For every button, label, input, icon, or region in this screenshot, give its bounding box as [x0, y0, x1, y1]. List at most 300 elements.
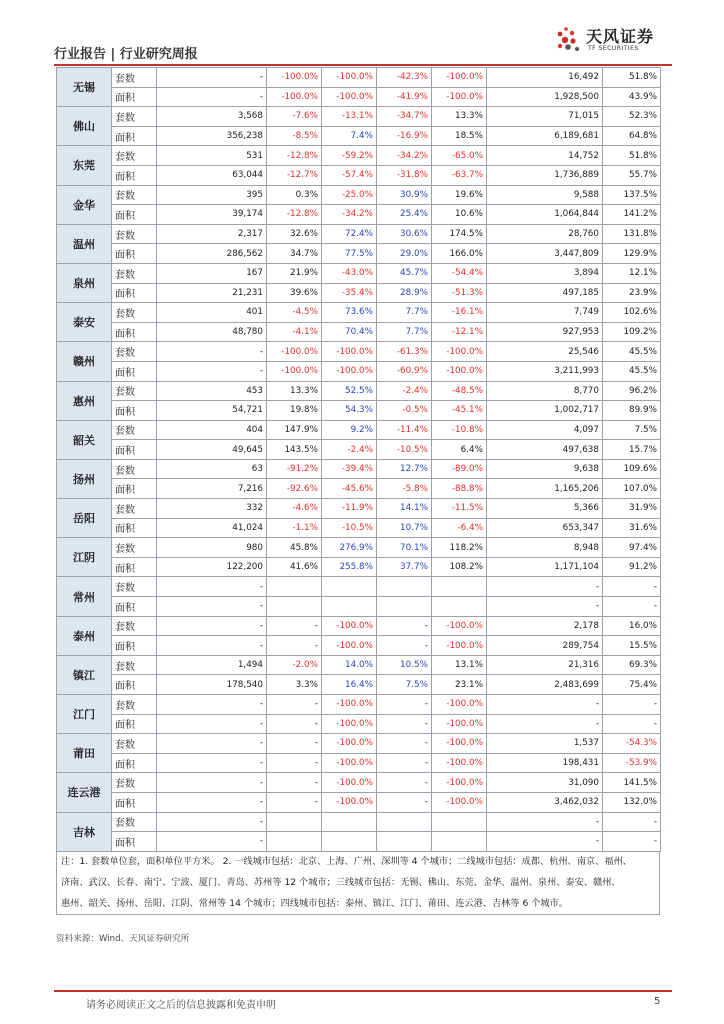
- cell-total: -: [487, 832, 603, 852]
- cell-c3: 25.4%: [377, 205, 432, 225]
- cell-c4: 108.2%: [432, 557, 487, 577]
- cell-value: -: [157, 792, 267, 812]
- cell-c2: 77.5%: [322, 244, 377, 264]
- table-row: [57, 107, 661, 127]
- metric-label-cell: 面积: [112, 244, 157, 264]
- metric-label-cell: 套数: [112, 224, 157, 244]
- metric-label-cell: 面积: [112, 636, 157, 656]
- cell-c2: 54.3%: [322, 401, 377, 421]
- metric-label-cell: 套数: [112, 616, 157, 636]
- cell-value: 356,238: [157, 126, 267, 146]
- cell-c1: 143.5%: [267, 440, 322, 460]
- cell-c4: -11.5%: [432, 499, 487, 519]
- cell-value: 531: [157, 146, 267, 166]
- cell-value: 54,721: [157, 401, 267, 421]
- cell-last: 97.4%: [603, 538, 661, 558]
- cell-total: 1,064,844: [487, 205, 603, 225]
- cell-c4: -100.0%: [432, 87, 487, 107]
- cell-total: 25,546: [487, 342, 603, 362]
- cell-total: 289,754: [487, 636, 603, 656]
- city-name-cell: 泉州: [57, 263, 112, 302]
- cell-total: -: [487, 812, 603, 832]
- table-row: [57, 205, 661, 225]
- table-row: [57, 459, 661, 479]
- table-row: [57, 636, 661, 656]
- cell-total: 653,347: [487, 518, 603, 538]
- metric-label-cell: 面积: [112, 675, 157, 695]
- cell-c3: -: [377, 773, 432, 793]
- cell-last: 55.7%: [603, 165, 661, 185]
- cell-total: 9,588: [487, 185, 603, 205]
- cell-c3: -: [377, 616, 432, 636]
- city-name-cell: 泰州: [57, 616, 112, 655]
- cell-c4: -100.0%: [432, 753, 487, 773]
- cell-c3: -: [377, 792, 432, 812]
- cell-c3: -: [377, 714, 432, 734]
- cell-total: 28,760: [487, 224, 603, 244]
- metric-label-cell: 面积: [112, 557, 157, 577]
- cell-c2: -100.0%: [322, 753, 377, 773]
- cell-c3: 30.6%: [377, 224, 432, 244]
- cell-total: 1,537: [487, 734, 603, 754]
- cell-c1: 147.9%: [267, 420, 322, 440]
- cell-last: 45.5%: [603, 361, 661, 381]
- metric-label-cell: 面积: [112, 205, 157, 225]
- cell-c2: -34.2%: [322, 205, 377, 225]
- cell-last: -: [603, 812, 661, 832]
- cell-total: 497,185: [487, 283, 603, 303]
- cell-last: 45.5%: [603, 342, 661, 362]
- cell-c3: 10.5%: [377, 655, 432, 675]
- cell-c3: 7.7%: [377, 303, 432, 323]
- logo-mark-icon: [552, 24, 584, 56]
- cell-last: 89.9%: [603, 401, 661, 421]
- metric-label-cell: 面积: [112, 597, 157, 617]
- cell-total: 4,097: [487, 420, 603, 440]
- cell-last: -: [603, 832, 661, 852]
- cell-c2: -25.0%: [322, 185, 377, 205]
- cell-c3: -: [377, 636, 432, 656]
- cell-c4: -88.8%: [432, 479, 487, 499]
- cell-total: 8,770: [487, 381, 603, 401]
- cell-c1: 13.3%: [267, 381, 322, 401]
- cell-total: 9,638: [487, 459, 603, 479]
- metric-label-cell: 面积: [112, 126, 157, 146]
- cell-c4: 166.0%: [432, 244, 487, 264]
- cell-c1: 32.6%: [267, 224, 322, 244]
- metric-label-cell: 套数: [112, 342, 157, 362]
- cell-c3: [377, 577, 432, 597]
- table-row: [57, 440, 661, 460]
- cell-value: 167: [157, 263, 267, 283]
- cell-c1: -4.5%: [267, 303, 322, 323]
- cell-last: 43.9%: [603, 87, 661, 107]
- cell-c1: [267, 577, 322, 597]
- cell-c4: -100.0%: [432, 695, 487, 715]
- cell-c3: -41.9%: [377, 87, 432, 107]
- cell-last: 15.5%: [603, 636, 661, 656]
- cell-last: -: [603, 695, 661, 715]
- cell-total: 3,894: [487, 263, 603, 283]
- table-row: [57, 322, 661, 342]
- city-name-cell: 赣州: [57, 342, 112, 381]
- cell-c1: -100.0%: [267, 68, 322, 88]
- cell-c1: [267, 832, 322, 852]
- metric-label-cell: 面积: [112, 283, 157, 303]
- cell-last: 107.0%: [603, 479, 661, 499]
- cell-c1: -100.0%: [267, 342, 322, 362]
- cell-c2: -100.0%: [322, 695, 377, 715]
- table-row: [57, 499, 661, 519]
- cell-c3: -10.5%: [377, 440, 432, 460]
- table-row: [57, 812, 661, 832]
- table-row: [57, 518, 661, 538]
- cell-last: 109.6%: [603, 459, 661, 479]
- cell-c4: 10.6%: [432, 205, 487, 225]
- metric-label-cell: 套数: [112, 734, 157, 754]
- cell-c2: 276.9%: [322, 538, 377, 558]
- cell-last: 109.2%: [603, 322, 661, 342]
- cell-c4: 13.1%: [432, 655, 487, 675]
- cell-total: 5,366: [487, 499, 603, 519]
- cell-c4: -45.1%: [432, 401, 487, 421]
- cell-last: 31.9%: [603, 499, 661, 519]
- cell-c3: 10.7%: [377, 518, 432, 538]
- metric-label-cell: 套数: [112, 303, 157, 323]
- city-name-cell: 金华: [57, 185, 112, 224]
- logo-text-en: TF SECURITIES: [588, 45, 639, 52]
- cell-last: 69.3%: [603, 655, 661, 675]
- cell-total: 1,736,889: [487, 165, 603, 185]
- cell-total: 6,189,681: [487, 126, 603, 146]
- metric-label-cell: 面积: [112, 87, 157, 107]
- cell-last: -: [603, 714, 661, 734]
- metric-label-cell: 套数: [112, 381, 157, 401]
- footnote-line-3: 惠州、韶关、扬州、岳阳、江阴、常州等 14 个城市；四线城市包括：泰州、镇江、江门、莆田、连云港、吉林等 6 个城市。: [61, 898, 568, 909]
- cell-c4: 174.5%: [432, 224, 487, 244]
- metric-label-cell: 套数: [112, 655, 157, 675]
- cell-total: 14,752: [487, 146, 603, 166]
- table-row: [57, 773, 661, 793]
- cell-c2: -39.4%: [322, 459, 377, 479]
- cell-last: -: [603, 597, 661, 617]
- table-row: [57, 577, 661, 597]
- cell-total: 2,178: [487, 616, 603, 636]
- metric-label-cell: 面积: [112, 714, 157, 734]
- cell-value: -: [157, 361, 267, 381]
- cell-c3: 28.9%: [377, 283, 432, 303]
- table-row: [57, 263, 661, 283]
- cell-c4: -100.0%: [432, 342, 487, 362]
- metric-label-cell: 面积: [112, 753, 157, 773]
- cell-c3: -0.5%: [377, 401, 432, 421]
- cell-c4: -100.0%: [432, 714, 487, 734]
- metric-label-cell: 套数: [112, 146, 157, 166]
- cell-c2: -2.4%: [322, 440, 377, 460]
- cell-value: -: [157, 753, 267, 773]
- table-row: [57, 597, 661, 617]
- cell-c2: -100.0%: [322, 68, 377, 88]
- metric-label-cell: 面积: [112, 165, 157, 185]
- cell-total: 3,447,809: [487, 244, 603, 264]
- city-name-cell: 惠州: [57, 381, 112, 420]
- cell-c4: -100.0%: [432, 734, 487, 754]
- cell-c3: [377, 832, 432, 852]
- cell-value: -: [157, 734, 267, 754]
- cell-value: -: [157, 636, 267, 656]
- cell-c1: [267, 812, 322, 832]
- city-name-cell: 无锡: [57, 68, 112, 107]
- table-row: [57, 401, 661, 421]
- table-row: [57, 714, 661, 734]
- cell-c4: -89.0%: [432, 459, 487, 479]
- cell-c3: -5.8%: [377, 479, 432, 499]
- cell-c1: -: [267, 636, 322, 656]
- cell-total: 8,948: [487, 538, 603, 558]
- cell-c1: -: [267, 734, 322, 754]
- metric-label-cell: 面积: [112, 832, 157, 852]
- cell-total: -: [487, 577, 603, 597]
- cell-last: 64.8%: [603, 126, 661, 146]
- cell-c1: -91.2%: [267, 459, 322, 479]
- cell-c4: -12.1%: [432, 322, 487, 342]
- cell-c1: -100.0%: [267, 361, 322, 381]
- cell-total: 927,953: [487, 322, 603, 342]
- cell-c3: -2.4%: [377, 381, 432, 401]
- metric-label-cell: 套数: [112, 695, 157, 715]
- cell-value: 49,645: [157, 440, 267, 460]
- cell-last: 131.8%: [603, 224, 661, 244]
- metric-label-cell: 套数: [112, 499, 157, 519]
- cell-c1: -12.8%: [267, 205, 322, 225]
- cell-value: 21,231: [157, 283, 267, 303]
- cell-last: -54.3%: [603, 734, 661, 754]
- cell-c3: 7.5%: [377, 675, 432, 695]
- cell-c2: -100.0%: [322, 636, 377, 656]
- cell-c2: 73.6%: [322, 303, 377, 323]
- cell-last: 16.0%: [603, 616, 661, 636]
- cell-total: -: [487, 597, 603, 617]
- cell-value: 453: [157, 381, 267, 401]
- cell-c2: [322, 597, 377, 617]
- cell-c3: [377, 597, 432, 617]
- cell-last: 15.7%: [603, 440, 661, 460]
- table-row: [57, 68, 661, 88]
- table-row: [57, 126, 661, 146]
- city-name-cell: 温州: [57, 224, 112, 263]
- metric-label-cell: 套数: [112, 773, 157, 793]
- cell-c4: -63.7%: [432, 165, 487, 185]
- footer-divider: [54, 990, 672, 992]
- cell-c4: -16.1%: [432, 303, 487, 323]
- cell-value: 41,024: [157, 518, 267, 538]
- table-row: [57, 675, 661, 695]
- cell-c4: 118.2%: [432, 538, 487, 558]
- metric-label-cell: 面积: [112, 401, 157, 421]
- city-name-cell: 连云港: [57, 773, 112, 812]
- cell-last: -: [603, 577, 661, 597]
- metric-label-cell: 套数: [112, 459, 157, 479]
- cell-c4: [432, 597, 487, 617]
- disclaimer-text: 请务必阅读正文之后的信息披露和免责申明: [86, 1000, 276, 1011]
- table-row: [57, 381, 661, 401]
- table-row: [57, 146, 661, 166]
- cell-total: 31,090: [487, 773, 603, 793]
- logo-text-cn: 天风证券: [586, 27, 655, 46]
- cell-c4: -6.4%: [432, 518, 487, 538]
- cell-value: 48,780: [157, 322, 267, 342]
- cell-c2: -35.4%: [322, 283, 377, 303]
- cell-value: 63,044: [157, 165, 267, 185]
- city-name-cell: 韶关: [57, 420, 112, 459]
- cell-value: 395: [157, 185, 267, 205]
- cell-value: 3,568: [157, 107, 267, 127]
- table-row: [57, 224, 661, 244]
- cell-c1: [267, 597, 322, 617]
- table-row: [57, 792, 661, 812]
- cell-c2: 16.4%: [322, 675, 377, 695]
- cell-value: 1,494: [157, 655, 267, 675]
- cell-c1: -: [267, 695, 322, 715]
- cell-c2: [322, 577, 377, 597]
- metric-label-cell: 面积: [112, 361, 157, 381]
- cell-c4: 19.6%: [432, 185, 487, 205]
- city-name-cell: 东莞: [57, 146, 112, 185]
- footnote-line-1: 注：1. 套数单位套，面积单位平方米。 2. 一线城市包括：北京、上海、广州、深圳等 4 个城市；二线城市包括：成都、杭州、南京、福州、: [61, 856, 632, 867]
- metric-label-cell: 套数: [112, 812, 157, 832]
- cell-c1: 41.6%: [267, 557, 322, 577]
- metric-label-cell: 套数: [112, 263, 157, 283]
- table-row: [57, 244, 661, 264]
- cell-c3: [377, 812, 432, 832]
- metric-label-cell: 套数: [112, 538, 157, 558]
- cell-c3: -: [377, 695, 432, 715]
- cell-c2: [322, 832, 377, 852]
- cell-c4: -100.0%: [432, 636, 487, 656]
- table-row: [57, 753, 661, 773]
- cell-last: 23.9%: [603, 283, 661, 303]
- cell-c3: 70.1%: [377, 538, 432, 558]
- cell-last: 52.3%: [603, 107, 661, 127]
- city-name-cell: 莆田: [57, 734, 112, 773]
- cell-c4: -100.0%: [432, 773, 487, 793]
- cell-total: 198,431: [487, 753, 603, 773]
- cell-value: 401: [157, 303, 267, 323]
- cell-value: -: [157, 342, 267, 362]
- table-row: [57, 361, 661, 381]
- cell-c2: 255.8%: [322, 557, 377, 577]
- cell-value: -: [157, 87, 267, 107]
- cell-total: 3,211,993: [487, 361, 603, 381]
- city-name-cell: 岳阳: [57, 499, 112, 538]
- page-number: 5: [654, 996, 661, 1007]
- cell-total: 1,171,104: [487, 557, 603, 577]
- cell-c4: -65.0%: [432, 146, 487, 166]
- cell-value: 178,540: [157, 675, 267, 695]
- city-name-cell: 常州: [57, 577, 112, 616]
- cell-value: 286,562: [157, 244, 267, 264]
- cell-c3: -61.3%: [377, 342, 432, 362]
- cell-value: 2,317: [157, 224, 267, 244]
- cell-total: 497,638: [487, 440, 603, 460]
- cell-c1: -: [267, 792, 322, 812]
- company-logo: [552, 22, 672, 60]
- cell-total: 1,002,717: [487, 401, 603, 421]
- table-footnote: [56, 851, 660, 915]
- cell-c1: 3.3%: [267, 675, 322, 695]
- cell-c4: -100.0%: [432, 616, 487, 636]
- cell-last: -53.9%: [603, 753, 661, 773]
- cell-c2: -100.0%: [322, 773, 377, 793]
- cell-c4: -100.0%: [432, 792, 487, 812]
- table-row: [57, 342, 661, 362]
- cell-c3: 14.1%: [377, 499, 432, 519]
- cell-total: 21,316: [487, 655, 603, 675]
- city-name-cell: 扬州: [57, 459, 112, 498]
- cell-c1: -12.7%: [267, 165, 322, 185]
- cell-last: 75.4%: [603, 675, 661, 695]
- cell-c3: 12.7%: [377, 459, 432, 479]
- cell-value: 7,216: [157, 479, 267, 499]
- table-row: [57, 695, 661, 715]
- cell-total: 3,462,032: [487, 792, 603, 812]
- cell-last: 132.0%: [603, 792, 661, 812]
- cell-total: -: [487, 695, 603, 715]
- cell-total: 71,015: [487, 107, 603, 127]
- cell-c3: -16.9%: [377, 126, 432, 146]
- cell-value: -: [157, 695, 267, 715]
- cell-last: 91.2%: [603, 557, 661, 577]
- cell-last: 137.5%: [603, 185, 661, 205]
- cell-last: 12.1%: [603, 263, 661, 283]
- cell-c3: -: [377, 753, 432, 773]
- metric-label-cell: 面积: [112, 479, 157, 499]
- cell-last: 141.2%: [603, 205, 661, 225]
- metric-label-cell: 面积: [112, 440, 157, 460]
- cell-c2: -45.6%: [322, 479, 377, 499]
- table-row: [57, 283, 661, 303]
- city-name-cell: 江阴: [57, 538, 112, 577]
- cell-c2: -11.9%: [322, 499, 377, 519]
- cell-last: 129.9%: [603, 244, 661, 264]
- cell-c1: -4.6%: [267, 499, 322, 519]
- cell-c2: -13.1%: [322, 107, 377, 127]
- cell-c2: -100.0%: [322, 714, 377, 734]
- cell-total: 2,483,699: [487, 675, 603, 695]
- table-row: [57, 616, 661, 636]
- metric-label-cell: 套数: [112, 577, 157, 597]
- cell-c2: -10.5%: [322, 518, 377, 538]
- cell-c1: -92.6%: [267, 479, 322, 499]
- cell-total: 16,492: [487, 68, 603, 88]
- cell-c4: -10.8%: [432, 420, 487, 440]
- cell-c1: 39.6%: [267, 283, 322, 303]
- city-name-cell: 佛山: [57, 107, 112, 146]
- cell-last: 102.6%: [603, 303, 661, 323]
- table-row: [57, 734, 661, 754]
- cell-c1: 0.3%: [267, 185, 322, 205]
- cell-last: 51.8%: [603, 146, 661, 166]
- cell-c3: 45.7%: [377, 263, 432, 283]
- footnote-line-2: 济南、武汉、长春、南宁、宁波、厦门、青岛、苏州等 12 个城市；三线城市包括：无锡、佛山、东莞、金华、温州、泉州、泰安、赣州、: [61, 877, 621, 888]
- cell-total: -: [487, 714, 603, 734]
- metric-label-cell: 套数: [112, 68, 157, 88]
- city-name-cell: 江门: [57, 695, 112, 734]
- cell-c3: 30.9%: [377, 185, 432, 205]
- cell-c2: 52.5%: [322, 381, 377, 401]
- cell-c1: -8.5%: [267, 126, 322, 146]
- cell-c1: 19.8%: [267, 401, 322, 421]
